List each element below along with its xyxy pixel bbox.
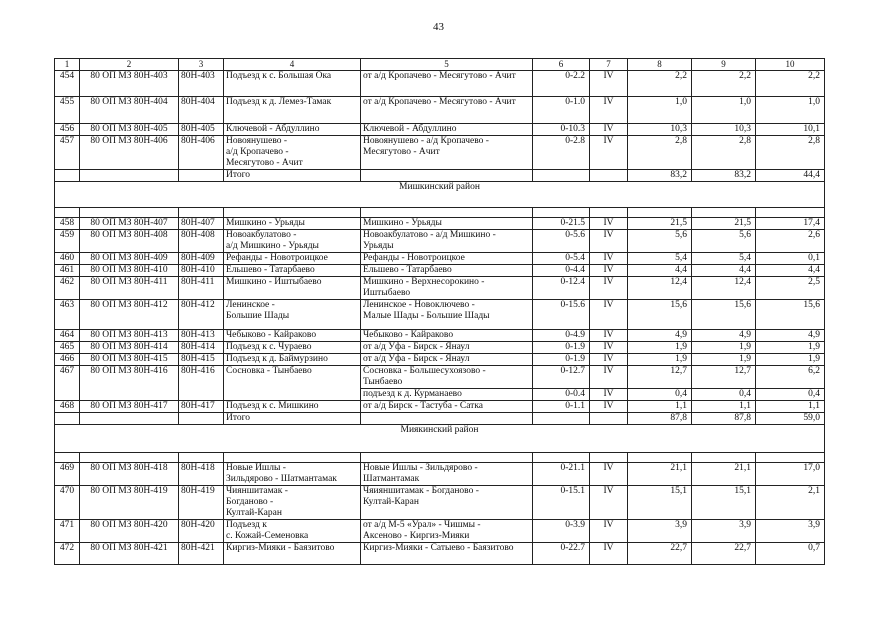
header-cell: 1 (55, 59, 80, 71)
length-category: 3,9 (692, 520, 756, 543)
road-category: IV (590, 97, 628, 124)
road-name (224, 300, 361, 330)
road-code: 80Н-421 (179, 543, 224, 565)
length-hard-surface: 1,1 (756, 401, 825, 413)
length-hard-surface: 6,2 (756, 366, 825, 389)
length-category: 5,4 (692, 253, 756, 265)
road-id: 80 ОП МЗ 80Н-403 (80, 71, 179, 97)
table-row (55, 124, 825, 136)
road-name-line: Месягутово - Ачит (226, 158, 303, 168)
road-route: от а/д Кропачево - Месягутово - Ачит (361, 71, 533, 97)
length-category: 10,3 (692, 124, 756, 136)
road-name-line: а/д Мишкино - Урьяды (226, 241, 319, 251)
length-hard-surface: 1,9 (756, 354, 825, 366)
row-number: 470 (55, 486, 80, 520)
district-title: Мишкинский район (55, 182, 825, 208)
road-name-line: Чияншитамак - (226, 486, 288, 496)
road-km: 0-12.4 (533, 277, 590, 300)
road-route (361, 230, 533, 253)
length-total: 15,1 (628, 486, 692, 520)
table-row (55, 342, 825, 354)
length-category: 12,7 (692, 366, 756, 389)
length-category: 21,1 (692, 463, 756, 486)
length-category: 1,9 (692, 354, 756, 366)
road-km: 0-5.6 (533, 230, 590, 253)
road-id: 80 ОП МЗ 80Н-408 (80, 230, 179, 253)
length-hard-surface: 15,6 (756, 300, 825, 330)
road-route: Ключевой - Абдуллино (361, 124, 533, 136)
header-row (55, 59, 825, 71)
road-id: 80 ОП МЗ 80Н-414 (80, 342, 179, 354)
road-code: 80Н-407 (179, 218, 224, 230)
road-code: 80Н-418 (179, 463, 224, 486)
page-number: 43 (433, 21, 444, 33)
road-id: 80 ОП МЗ 80Н-406 (80, 136, 179, 170)
row-number: 457 (55, 136, 80, 170)
road-name: Подъезд к с. Чураево (224, 342, 361, 354)
length-category: 4,4 (692, 265, 756, 277)
length-total: 1,9 (628, 354, 692, 366)
road-km: 0-5.4 (533, 253, 590, 265)
length-total: 4,4 (628, 265, 692, 277)
header-cell: 10 (756, 59, 825, 71)
total-hard-surface: 44,4 (756, 170, 825, 182)
row-number: 471 (55, 520, 80, 543)
road-name-line: Зильдярово - Шатмантамак (226, 474, 337, 484)
road-km: 0-21.5 (533, 218, 590, 230)
road-name: Мишкино - Урьяды (224, 218, 361, 230)
road-id: 80 ОП МЗ 80Н-413 (80, 330, 179, 342)
road-route (361, 277, 533, 300)
road-km: 0-2.8 (533, 136, 590, 170)
road-category: IV (590, 71, 628, 97)
length-category: 1,1 (692, 401, 756, 413)
header-cell: 6 (533, 59, 590, 71)
length-hard-surface: 2,5 (756, 277, 825, 300)
road-km: 0-10.3 (533, 124, 590, 136)
road-route: Рефанды - Новотроицкое (361, 253, 533, 265)
roads-table (54, 58, 825, 565)
road-km: 0-15.6 (533, 300, 590, 330)
length-category: 21,5 (692, 218, 756, 230)
road-route (361, 136, 533, 170)
road-route-line: от а/д М-5 «Урал» - Чишмы - (363, 520, 481, 530)
length-hard-surface: 2,8 (756, 136, 825, 170)
road-route: от а/д Кропачево - Месягутово - Ачит (361, 97, 533, 124)
road-name-line: Новоянушево - (226, 136, 288, 146)
road-name: Подъезд к с. Большая Ока (224, 71, 361, 97)
road-km: 0-3.9 (533, 520, 590, 543)
length-total: 1,0 (628, 97, 692, 124)
road-name-line: с. Кожай-Семеновка (226, 531, 309, 541)
road-code: 80Н-404 (179, 97, 224, 124)
road-category: IV (590, 136, 628, 170)
road-name (224, 136, 361, 170)
road-code: 80Н-413 (179, 330, 224, 342)
road-route-line: Малые Шады - Большие Шады (363, 311, 490, 321)
row-number: 463 (55, 300, 80, 330)
road-id: 80 ОП МЗ 80Н-410 (80, 265, 179, 277)
road-code: 80Н-414 (179, 342, 224, 354)
road-name-line: Подъезд к (226, 520, 267, 530)
road-category: IV (590, 366, 628, 389)
road-category: IV (590, 401, 628, 413)
road-route: Мишкино - Урьяды (361, 218, 533, 230)
road-id: 80 ОП МЗ 80Н-411 (80, 277, 179, 300)
length-hard-surface: 0,1 (756, 253, 825, 265)
road-code: 80Н-409 (179, 253, 224, 265)
road-id: 80 ОП МЗ 80Н-421 (80, 543, 179, 565)
length-hard-surface: 4,4 (756, 265, 825, 277)
district-row (55, 182, 825, 208)
road-name: Чебыково - Кайраково (224, 330, 361, 342)
road-route-line: Новоакбулатово - а/д Мишкино - (363, 230, 496, 240)
total-row (55, 170, 825, 182)
length-total: 2,8 (628, 136, 692, 170)
length-hard-surface: 3,9 (756, 520, 825, 543)
length-total: 22,7 (628, 543, 692, 565)
road-name: Ельшево - Татарбаево (224, 265, 361, 277)
road-route (361, 300, 533, 330)
header-cell: 4 (224, 59, 361, 71)
road-category: IV (590, 218, 628, 230)
road-route (361, 366, 533, 389)
road-route (361, 486, 533, 520)
road-code: 80Н-419 (179, 486, 224, 520)
road-category: IV (590, 486, 628, 520)
length-hard-surface: 10,1 (756, 124, 825, 136)
road-id: 80 ОП МЗ 80Н-404 (80, 97, 179, 124)
header-cell: 7 (590, 59, 628, 71)
row-number: 465 (55, 342, 80, 354)
road-name (224, 230, 361, 253)
length-total: 1,9 (628, 342, 692, 354)
road-code: 80Н-415 (179, 354, 224, 366)
table-row (55, 486, 825, 520)
road-code: 80Н-410 (179, 265, 224, 277)
spacer-row (55, 453, 825, 463)
road-category: IV (590, 277, 628, 300)
length-hard-surface: 0,7 (756, 543, 825, 565)
length-hard-surface: 17,4 (756, 218, 825, 230)
row-number: 456 (55, 124, 80, 136)
table-row (55, 71, 825, 97)
road-name (224, 463, 361, 486)
road-id: 80 ОП МЗ 80Н-417 (80, 401, 179, 413)
table-row (55, 366, 825, 389)
road-category: IV (590, 463, 628, 486)
table-row (55, 136, 825, 170)
road-code: 80Н-420 (179, 520, 224, 543)
road-id: 80 ОП МЗ 80Н-405 (80, 124, 179, 136)
length-total: 21,5 (628, 218, 692, 230)
road-route: подъезд к д. Курманаево (361, 389, 533, 401)
table-row (55, 520, 825, 543)
length-total: 5,6 (628, 230, 692, 253)
length-total: 4,9 (628, 330, 692, 342)
road-name: Сосновка - Тынбаево (224, 366, 361, 401)
row-number: 459 (55, 230, 80, 253)
total-row (55, 413, 825, 425)
length-hard-surface: 0,4 (756, 389, 825, 401)
length-total: 15,6 (628, 300, 692, 330)
road-category: IV (590, 389, 628, 401)
length-category: 2,8 (692, 136, 756, 170)
length-category: 2,2 (692, 71, 756, 97)
length-category: 22,7 (692, 543, 756, 565)
road-route-line: Аксеново - Киргиз-Мияки (363, 531, 470, 541)
length-total: 3,9 (628, 520, 692, 543)
road-name (224, 486, 361, 520)
length-total: 2,2 (628, 71, 692, 97)
road-name: Мишкино - Иштыбаево (224, 277, 361, 300)
row-number: 458 (55, 218, 80, 230)
road-name: Подъезд к с. Мишкино (224, 401, 361, 413)
row-number: 466 (55, 354, 80, 366)
length-total: 0,4 (628, 389, 692, 401)
road-category: IV (590, 520, 628, 543)
table-row (55, 463, 825, 486)
road-route (361, 520, 533, 543)
road-km: 0-1.1 (533, 401, 590, 413)
length-total: 1,1 (628, 401, 692, 413)
length-total: 10,3 (628, 124, 692, 136)
road-route: Киргиз-Мияки - Сатыево - Баязитово (361, 543, 533, 565)
table-row (55, 97, 825, 124)
row-number: 455 (55, 97, 80, 124)
row-number: 454 (55, 71, 80, 97)
row-number: 472 (55, 543, 80, 565)
road-category: IV (590, 543, 628, 565)
length-hard-surface: 1,9 (756, 342, 825, 354)
table-row (55, 330, 825, 342)
road-route: от а/д Бирск - Тастуба - Сатка (361, 401, 533, 413)
total-category: 83,2 (692, 170, 756, 182)
district-row (55, 425, 825, 453)
road-route-line: Месягутово - Ачит (363, 147, 440, 157)
total-category: 87,8 (692, 413, 756, 425)
road-route-line: Шатмантамак (363, 474, 420, 484)
row-number: 464 (55, 330, 80, 342)
road-name: Рефанды - Новотроицкое (224, 253, 361, 265)
total-label: Итого (224, 413, 361, 425)
table-row (55, 543, 825, 565)
road-code: 80Н-417 (179, 401, 224, 413)
length-category: 4,9 (692, 330, 756, 342)
road-id: 80 ОП МЗ 80Н-409 (80, 253, 179, 265)
road-km: 0-1.9 (533, 342, 590, 354)
row-number: 460 (55, 253, 80, 265)
road-name-line: Новоакбулатово - (226, 230, 297, 240)
row-number: 461 (55, 265, 80, 277)
road-name: Киргиз-Мияки - Баязитово (224, 543, 361, 565)
road-code: 80Н-406 (179, 136, 224, 170)
road-name-line: Богданово - (226, 497, 274, 507)
road-category: IV (590, 265, 628, 277)
road-route-line: Новоянушево - а/д Кропачево - (363, 136, 489, 146)
header-cell: 9 (692, 59, 756, 71)
row-number: 469 (55, 463, 80, 486)
road-id: 80 ОП МЗ 80Н-418 (80, 463, 179, 486)
road-km: 0-1.9 (533, 354, 590, 366)
road-name-line: Новые Ишлы - (226, 463, 286, 473)
road-km: 0-12.7 (533, 366, 590, 389)
road-route (361, 463, 533, 486)
road-km: 0-0.4 (533, 389, 590, 401)
road-route-line: Урьяды (363, 241, 394, 251)
length-total: 12,4 (628, 277, 692, 300)
road-km: 0-21.1 (533, 463, 590, 486)
road-name: Подъезд к д. Лемез-Тамак (224, 97, 361, 124)
header-cell: 3 (179, 59, 224, 71)
header-cell: 2 (80, 59, 179, 71)
road-km: 0-22.7 (533, 543, 590, 565)
road-route-line: Чяияншитамак - Богданово - (363, 486, 479, 496)
table-row (55, 218, 825, 230)
district-title: Миякинский район (55, 425, 825, 453)
length-hard-surface: 2,1 (756, 486, 825, 520)
road-id: 80 ОП МЗ 80Н-419 (80, 486, 179, 520)
road-code: 80Н-408 (179, 230, 224, 253)
length-category: 12,4 (692, 277, 756, 300)
road-route-line: Култай-Каран (363, 497, 419, 507)
road-id: 80 ОП МЗ 80Н-415 (80, 354, 179, 366)
row-number: 462 (55, 277, 80, 300)
road-category: IV (590, 230, 628, 253)
length-hard-surface: 17,0 (756, 463, 825, 486)
header-cell: 5 (361, 59, 533, 71)
road-category: IV (590, 330, 628, 342)
road-km: 0-4.4 (533, 265, 590, 277)
road-id: 80 ОП МЗ 80Н-416 (80, 366, 179, 401)
road-id: 80 ОП МЗ 80Н-420 (80, 520, 179, 543)
table-row (55, 277, 825, 300)
road-route-line: Иштыбаево (363, 288, 411, 298)
road-km: 0-4.9 (533, 330, 590, 342)
table-row (55, 253, 825, 265)
road-name (224, 520, 361, 543)
total-label: Итого (224, 170, 361, 182)
spacer-row (55, 208, 825, 218)
road-name-line: а/д Кропачево - (226, 147, 289, 157)
road-code: 80Н-405 (179, 124, 224, 136)
road-route-line: Новые Ишлы - Зильдярово - (363, 463, 478, 473)
road-code: 80Н-403 (179, 71, 224, 97)
length-category: 1,9 (692, 342, 756, 354)
road-km: 0-15.1 (533, 486, 590, 520)
length-category: 0,4 (692, 389, 756, 401)
road-route-line: Сосновка - Большесухоязово - (363, 366, 486, 376)
road-category: IV (590, 253, 628, 265)
road-code: 80Н-416 (179, 366, 224, 401)
table-row (55, 354, 825, 366)
row-number: 467 (55, 366, 80, 401)
road-name: Ключевой - Абдуллино (224, 124, 361, 136)
road-name-line: Ленинское - (226, 300, 275, 310)
length-hard-surface: 1,0 (756, 97, 825, 124)
road-category: IV (590, 124, 628, 136)
road-route-line: Тынбаево (363, 377, 403, 387)
total-length: 83,2 (628, 170, 692, 182)
length-category: 15,1 (692, 486, 756, 520)
length-hard-surface: 2,6 (756, 230, 825, 253)
road-route-line: Мишкино - Верхнесорокино - (363, 277, 485, 287)
table-row (55, 300, 825, 330)
road-name-line: Большие Шады (226, 311, 290, 321)
road-category: IV (590, 354, 628, 366)
road-category: IV (590, 300, 628, 330)
total-hard-surface: 59,0 (756, 413, 825, 425)
road-name-line: Култай-Каран (226, 508, 282, 518)
road-code: 80Н-411 (179, 277, 224, 300)
row-number: 468 (55, 401, 80, 413)
road-route: от а/д Уфа - Бирск - Янаул (361, 354, 533, 366)
road-category: IV (590, 342, 628, 354)
length-hard-surface: 4,9 (756, 330, 825, 342)
table-row (55, 230, 825, 253)
length-hard-surface: 2,2 (756, 71, 825, 97)
length-total: 21,1 (628, 463, 692, 486)
length-category: 1,0 (692, 97, 756, 124)
road-route: Ельшево - Татарбаево (361, 265, 533, 277)
length-total: 12,7 (628, 366, 692, 389)
length-total: 5,4 (628, 253, 692, 265)
header-cell: 8 (628, 59, 692, 71)
road-name: Подъезд к д. Баймурзино (224, 354, 361, 366)
total-length: 87,8 (628, 413, 692, 425)
road-route-line: Ленинское - Новоключево - (363, 300, 475, 310)
length-category: 5,6 (692, 230, 756, 253)
road-id: 80 ОП МЗ 80Н-412 (80, 300, 179, 330)
road-code: 80Н-412 (179, 300, 224, 330)
road-km: 0-1.0 (533, 97, 590, 124)
table-row (55, 401, 825, 413)
road-route: Чебыково - Кайраково (361, 330, 533, 342)
length-category: 15,6 (692, 300, 756, 330)
road-km: 0-2.2 (533, 71, 590, 97)
road-route: от а/д Уфа - Бирск - Янаул (361, 342, 533, 354)
road-id: 80 ОП МЗ 80Н-407 (80, 218, 179, 230)
table-row (55, 265, 825, 277)
